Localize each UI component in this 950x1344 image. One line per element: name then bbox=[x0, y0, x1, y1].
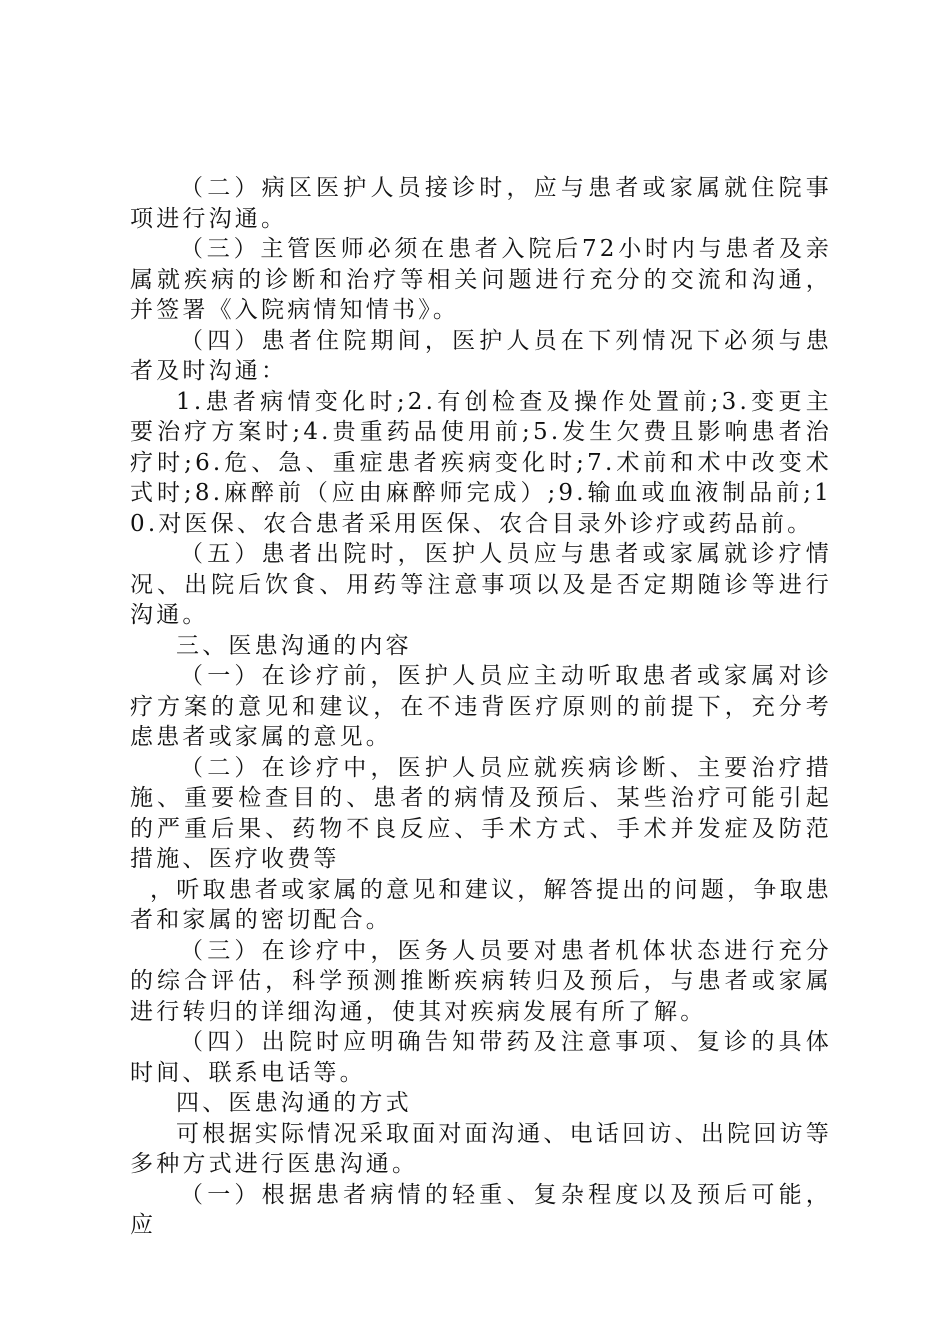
section-heading-content: 三、医患沟通的内容 bbox=[176, 632, 412, 659]
paragraph-methods-overview: 可根据实际情况采取面对面沟通、电话回访、出院回访等多种方式进行医患沟通。 bbox=[130, 1120, 832, 1177]
paragraph-discharge-communication: （五）患者出院时，医护人员应与患者或家属就诊疗情况、出院后饮食、用药等注意事项以及是否定期随诊等进行沟通。 bbox=[130, 541, 832, 628]
paragraph-assessment: （三）在诊疗中，医务人员要对患者机体状态进行充分的综合评估，科学预测推断疾病转归及预后，与患者或家属进行转归的详细沟通，使其对疾病发展有所了解。 bbox=[130, 937, 832, 1025]
paragraph-inpatient-communication: （四）患者住院期间，医护人员在下列情况下必须与患者及时沟通： bbox=[130, 327, 832, 384]
document-body bbox=[130, 173, 832, 1241]
paragraph-during-treatment-continued: ，听取患者或家属的意见和建议，解答提出的问题，争取患者和家属的密切配合。 bbox=[130, 876, 832, 933]
paragraph-during-treatment: （二）在诊疗中，医护人员应就疾病诊断、主要治疗措施、重要检查目的、患者的病情及预后、某些治疗可能引起的严重后果、药物不良反应、手术方式、手术并发症及防范措施、医疗收费等 bbox=[130, 754, 832, 872]
paragraph-discharge-instructions: （四）出院时应明确告知带药及注意事项、复诊的具体时间、联系电话等。 bbox=[130, 1029, 832, 1086]
paragraph-72-hour-communication: （三）主管医师必须在患者入院后72小时内与患者及亲属就疾病的诊断和治疗等相关问题进行充分的交流和沟通，并签署《入院病情知情书》。 bbox=[130, 236, 832, 323]
paragraph-severity-based: （一）根据患者病情的轻重、复杂程度以及预后可能，应 bbox=[130, 1181, 832, 1238]
section-heading-methods: 四、医患沟通的方式 bbox=[176, 1090, 412, 1116]
paragraph-admission-communication: （二）病区医护人员接诊时，应与患者或家属就住院事项进行沟通。 bbox=[130, 175, 832, 232]
paragraph-situation-list: 1.患者病情变化时;2.有创检查及操作处置前;3.变更主要治疗方案时;4.贵重药品使用前;5.发生欠费且影响患者治疗时;6.危、急、重症患者疾病变化时;7.术前和术中改变术式时;8.麻醉前（应由麻醉师完成）;9.输血或血液制品前;10.对医保、农合患者采用医保、农合目录外诊疗或药品前。 bbox=[130, 388, 832, 537]
paragraph-before-treatment: （一）在诊疗前，医护人员应主动听取患者或家属对诊疗方案的意见和建议，在不违背医疗原则的前提下，充分考虑患者或家属的意见。 bbox=[130, 663, 832, 750]
